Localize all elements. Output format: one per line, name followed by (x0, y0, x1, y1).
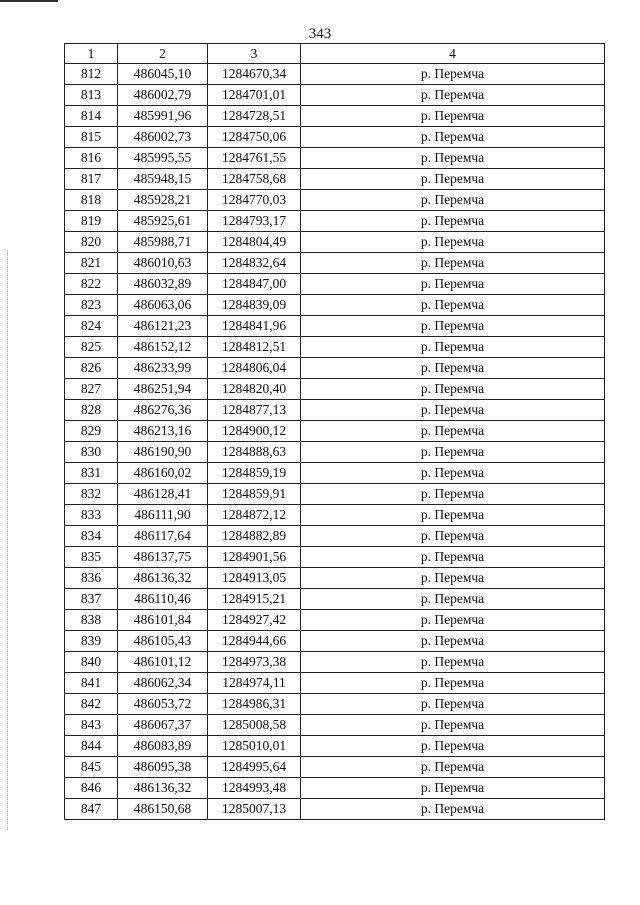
cell-description: р. Перемча (301, 442, 605, 463)
cell-coord-x: 486213,16 (118, 421, 208, 442)
cell-coord-y: 1284877,13 (208, 400, 301, 421)
cell-description: р. Перемча (301, 778, 605, 799)
cell-point-number: 828 (65, 400, 118, 421)
table-row (65, 169, 605, 190)
cell-coord-x: 486083,89 (118, 736, 208, 757)
cell-description: р. Перемча (301, 379, 605, 400)
cell-point-number: 826 (65, 358, 118, 379)
table-row (65, 673, 605, 694)
cell-coord-y: 1285007,13 (208, 799, 301, 820)
cell-coord-x: 486002,73 (118, 127, 208, 148)
cell-point-number: 830 (65, 442, 118, 463)
cell-description: р. Перемча (301, 85, 605, 106)
cell-coord-x: 486150,68 (118, 799, 208, 820)
cell-description: р. Перемча (301, 568, 605, 589)
cell-coord-x: 485988,71 (118, 232, 208, 253)
table-row (65, 652, 605, 673)
cell-description: р. Перемча (301, 169, 605, 190)
cell-coord-y: 1284728,51 (208, 106, 301, 127)
cell-coord-x: 486121,23 (118, 316, 208, 337)
cell-coord-y: 1284915,21 (208, 589, 301, 610)
table-row (65, 631, 605, 652)
cell-coord-y: 1284701,01 (208, 85, 301, 106)
cell-description: р. Перемча (301, 148, 605, 169)
cell-coord-y: 1284913,05 (208, 568, 301, 589)
cell-coord-x: 486002,79 (118, 85, 208, 106)
cell-point-number: 817 (65, 169, 118, 190)
cell-description: р. Перемча (301, 505, 605, 526)
cell-coord-x: 486062,34 (118, 673, 208, 694)
cell-coord-y: 1284995,64 (208, 757, 301, 778)
scan-margin-line (7, 250, 9, 830)
cell-coord-y: 1284832,64 (208, 253, 301, 274)
cell-coord-x: 486152,12 (118, 337, 208, 358)
cell-coord-y: 1284888,63 (208, 442, 301, 463)
cell-point-number: 812 (65, 64, 118, 85)
cell-point-number: 815 (65, 127, 118, 148)
cell-coord-y: 1285010,01 (208, 736, 301, 757)
table-row (65, 778, 605, 799)
cell-description: р. Перемча (301, 715, 605, 736)
table-row (65, 400, 605, 421)
cell-description: р. Перемча (301, 421, 605, 442)
cell-coord-y: 1284841,96 (208, 316, 301, 337)
cell-coord-y: 1284670,34 (208, 64, 301, 85)
cell-point-number: 847 (65, 799, 118, 820)
cell-point-number: 843 (65, 715, 118, 736)
cell-coord-x: 486111,90 (118, 505, 208, 526)
cell-coord-y: 1284944,66 (208, 631, 301, 652)
table-row (65, 463, 605, 484)
cell-description: р. Перемча (301, 337, 605, 358)
cell-coord-x: 486063,06 (118, 295, 208, 316)
cell-coord-x: 486053,72 (118, 694, 208, 715)
cell-point-number: 819 (65, 211, 118, 232)
cell-description: р. Перемча (301, 526, 605, 547)
cell-point-number: 818 (65, 190, 118, 211)
cell-description: р. Перемча (301, 253, 605, 274)
cell-point-number: 832 (65, 484, 118, 505)
cell-description: р. Перемча (301, 190, 605, 211)
cell-coord-y: 1284882,89 (208, 526, 301, 547)
cell-description: р. Перемча (301, 64, 605, 85)
cell-point-number: 821 (65, 253, 118, 274)
table-row (65, 799, 605, 820)
cell-description: р. Перемча (301, 694, 605, 715)
table-row (65, 736, 605, 757)
cell-coord-y: 1284793,17 (208, 211, 301, 232)
cell-coord-y: 1284812,51 (208, 337, 301, 358)
cell-coord-x: 486136,32 (118, 568, 208, 589)
cell-description: р. Перемча (301, 127, 605, 148)
cell-coord-x: 486137,75 (118, 547, 208, 568)
cell-coord-y: 1284986,31 (208, 694, 301, 715)
cell-coord-y: 1284804,49 (208, 232, 301, 253)
cell-coord-y: 1284750,06 (208, 127, 301, 148)
cell-coord-y: 1284770,03 (208, 190, 301, 211)
cell-point-number: 835 (65, 547, 118, 568)
table-row (65, 505, 605, 526)
cell-coord-y: 1284820,40 (208, 379, 301, 400)
cell-coord-y: 1284806,04 (208, 358, 301, 379)
cell-point-number: 827 (65, 379, 118, 400)
table-row (65, 694, 605, 715)
cell-coord-x: 486101,12 (118, 652, 208, 673)
table-row (65, 715, 605, 736)
cell-coord-y: 1284901,56 (208, 547, 301, 568)
table-row (65, 232, 605, 253)
cell-point-number: 833 (65, 505, 118, 526)
cell-point-number: 813 (65, 85, 118, 106)
cell-point-number: 824 (65, 316, 118, 337)
cell-point-number: 825 (65, 337, 118, 358)
table-row (65, 190, 605, 211)
table-row (65, 106, 605, 127)
cell-coord-x: 486160,02 (118, 463, 208, 484)
cell-coord-y: 1284859,91 (208, 484, 301, 505)
cell-point-number: 829 (65, 421, 118, 442)
table-row (65, 64, 605, 85)
cell-coord-x: 486101,84 (118, 610, 208, 631)
table-row (65, 337, 605, 358)
cell-description: р. Перемча (301, 106, 605, 127)
cell-coord-x: 486117,64 (118, 526, 208, 547)
header-col-4: 4 (301, 44, 605, 64)
cell-coord-x: 485925,61 (118, 211, 208, 232)
table-row (65, 274, 605, 295)
cell-coord-y: 1284847,00 (208, 274, 301, 295)
table-row (65, 358, 605, 379)
cell-description: р. Перемча (301, 484, 605, 505)
table-row (65, 610, 605, 631)
cell-description: р. Перемча (301, 799, 605, 820)
cell-point-number: 840 (65, 652, 118, 673)
cell-coord-x: 485991,96 (118, 106, 208, 127)
cell-point-number: 831 (65, 463, 118, 484)
cell-coord-y: 1285008,58 (208, 715, 301, 736)
cell-point-number: 822 (65, 274, 118, 295)
cell-coord-y: 1284993,48 (208, 778, 301, 799)
cell-point-number: 820 (65, 232, 118, 253)
cell-coord-x: 485948,15 (118, 169, 208, 190)
cell-coord-x: 486110,46 (118, 589, 208, 610)
cell-point-number: 838 (65, 610, 118, 631)
cell-point-number: 814 (65, 106, 118, 127)
cell-coord-y: 1284761,55 (208, 148, 301, 169)
cell-description: р. Перемча (301, 547, 605, 568)
cell-description: р. Перемча (301, 736, 605, 757)
cell-description: р. Перемча (301, 232, 605, 253)
table-row (65, 316, 605, 337)
cell-coord-x: 485995,55 (118, 148, 208, 169)
cell-coord-y: 1284900,12 (208, 421, 301, 442)
cell-point-number: 844 (65, 736, 118, 757)
scan-edge-mark (0, 0, 58, 5)
cell-coord-x: 486067,37 (118, 715, 208, 736)
cell-description: р. Перемча (301, 358, 605, 379)
cell-point-number: 823 (65, 295, 118, 316)
table-row (65, 547, 605, 568)
cell-coord-x: 486128,41 (118, 484, 208, 505)
cell-description: р. Перемча (301, 463, 605, 484)
cell-point-number: 839 (65, 631, 118, 652)
table-row (65, 295, 605, 316)
cell-point-number: 834 (65, 526, 118, 547)
cell-point-number: 845 (65, 757, 118, 778)
cell-description: р. Перемча (301, 631, 605, 652)
cell-coord-x: 486095,38 (118, 757, 208, 778)
table-row (65, 757, 605, 778)
cell-description: р. Перемча (301, 673, 605, 694)
table-row (65, 442, 605, 463)
table-row (65, 148, 605, 169)
cell-coord-x: 486032,89 (118, 274, 208, 295)
table-row (65, 211, 605, 232)
table-row (65, 568, 605, 589)
cell-coord-y: 1284839,09 (208, 295, 301, 316)
cell-coord-x: 486251,94 (118, 379, 208, 400)
cell-coord-x: 486045,10 (118, 64, 208, 85)
table-row (65, 85, 605, 106)
cell-coord-y: 1284927,42 (208, 610, 301, 631)
coordinates-table (64, 43, 605, 820)
cell-description: р. Перемча (301, 295, 605, 316)
cell-point-number: 816 (65, 148, 118, 169)
cell-description: р. Перемча (301, 652, 605, 673)
cell-coord-y: 1284758,68 (208, 169, 301, 190)
header-col-3: 3 (208, 44, 301, 64)
header-col-1: 1 (65, 44, 118, 64)
cell-description: р. Перемча (301, 589, 605, 610)
cell-point-number: 837 (65, 589, 118, 610)
cell-coord-x: 486010,63 (118, 253, 208, 274)
table-row (65, 379, 605, 400)
cell-coord-x: 486233,99 (118, 358, 208, 379)
cell-coord-x: 486136,32 (118, 778, 208, 799)
table-header-row (65, 44, 605, 64)
cell-point-number: 841 (65, 673, 118, 694)
table-row (65, 253, 605, 274)
cell-description: р. Перемча (301, 610, 605, 631)
table-row (65, 421, 605, 442)
table-row (65, 589, 605, 610)
cell-point-number: 846 (65, 778, 118, 799)
cell-coord-y: 1284859,19 (208, 463, 301, 484)
cell-description: р. Перемча (301, 316, 605, 337)
cell-coord-x: 485928,21 (118, 190, 208, 211)
table-row (65, 526, 605, 547)
header-col-2: 2 (118, 44, 208, 64)
table-row (65, 484, 605, 505)
cell-coord-x: 486276,36 (118, 400, 208, 421)
table-row (65, 127, 605, 148)
cell-description: р. Перемча (301, 757, 605, 778)
cell-coord-y: 1284973,38 (208, 652, 301, 673)
table-body (65, 64, 605, 820)
cell-point-number: 842 (65, 694, 118, 715)
cell-description: р. Перемча (301, 274, 605, 295)
page-number: 343 (308, 26, 332, 42)
cell-coord-x: 486105,43 (118, 631, 208, 652)
cell-description: р. Перемча (301, 400, 605, 421)
cell-coord-y: 1284872,12 (208, 505, 301, 526)
cell-coord-x: 486190,90 (118, 442, 208, 463)
cell-point-number: 836 (65, 568, 118, 589)
cell-description: р. Перемча (301, 211, 605, 232)
cell-coord-y: 1284974,11 (208, 673, 301, 694)
